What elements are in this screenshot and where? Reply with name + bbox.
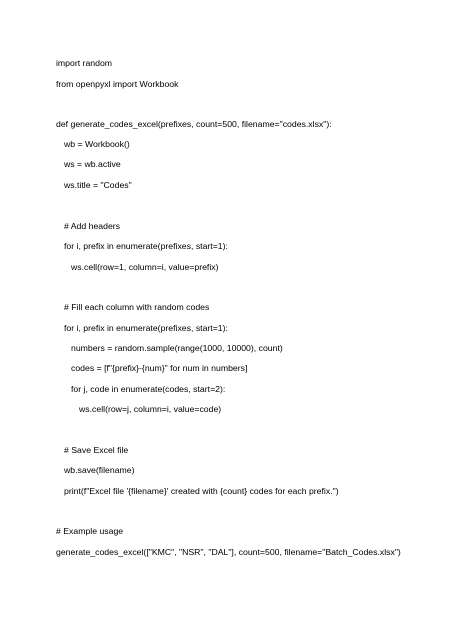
code-line: # Save Excel file bbox=[64, 445, 129, 455]
code-line: import random bbox=[56, 58, 113, 68]
code-line: # Add headers bbox=[64, 221, 121, 231]
code-line: ws.cell(row=j, column=i, value=code) bbox=[79, 404, 222, 414]
code-line: # Fill each column with random codes bbox=[64, 302, 210, 312]
code-line: # Example usage bbox=[56, 526, 124, 536]
code-line: codes = [f"{prefix}-{num}" for num in numbers] bbox=[71, 363, 248, 373]
code-line: for i, prefix in enumerate(prefixes, start=1): bbox=[64, 241, 228, 251]
code-line: for i, prefix in enumerate(prefixes, start=1): bbox=[64, 323, 228, 333]
code-line: ws.title = "Codes" bbox=[64, 180, 132, 190]
code-line: def generate_codes_excel(prefixes, count=500, filename="codes.xlsx"): bbox=[56, 119, 332, 129]
code-line: ws.cell(row=1, column=i, value=prefix) bbox=[71, 262, 219, 272]
code-line: ws = wb.active bbox=[64, 159, 121, 169]
code-line: generate_codes_excel(["KMC", "NSR", "DAL"], count=500, filename="Batch_Codes.xlsx") bbox=[56, 547, 401, 557]
code-line: for j, code in enumerate(codes, start=2): bbox=[71, 384, 226, 394]
code-line: print(f"Excel file '{filename}' created with {count} codes for each prefix.") bbox=[64, 486, 339, 496]
code-line: wb = Workbook() bbox=[64, 139, 130, 149]
code-line: wb.save(filename) bbox=[64, 465, 135, 475]
code-line: numbers = random.sample(range(1000, 10000), count) bbox=[71, 343, 283, 353]
code-line: from openpyxl import Workbook bbox=[56, 79, 179, 89]
